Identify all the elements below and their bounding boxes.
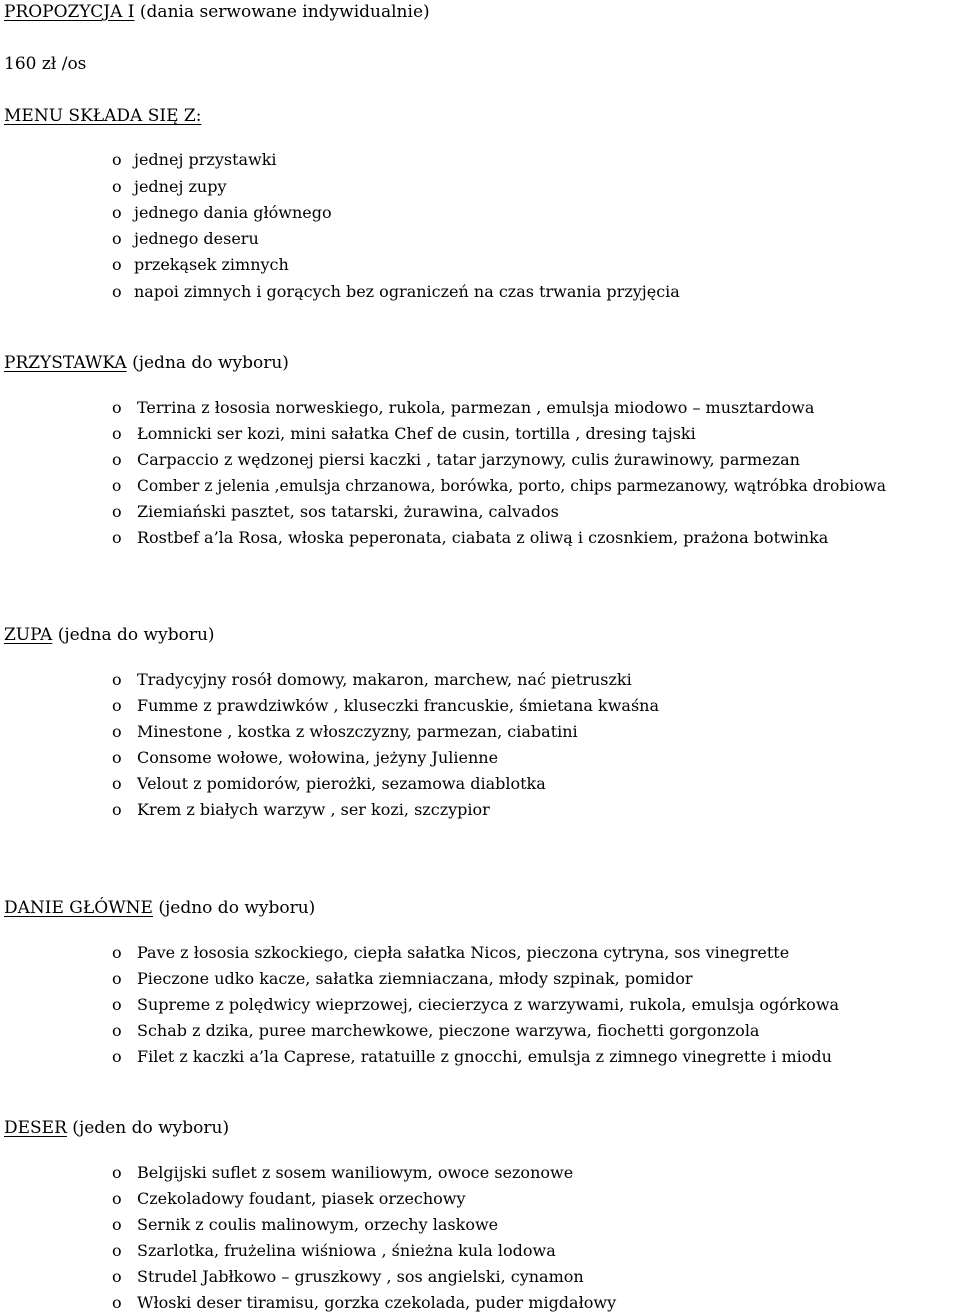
section-heading-danie-glowne: DANIE GŁÓWNE (jedno do wyboru) [4, 898, 316, 918]
bullet-icon: o [112, 1047, 122, 1066]
bullet-icon: o [112, 722, 122, 741]
bullet-icon: o [112, 696, 122, 715]
bullet-icon: o [112, 450, 122, 469]
bullet-icon: o [112, 1267, 122, 1286]
bullet-icon: o [112, 1293, 122, 1312]
bullet-icon: o [112, 528, 122, 547]
bullet-icon: o [112, 1163, 122, 1182]
section-heading-zupa: ZUPA (jedna do wyboru) [4, 625, 215, 645]
bullet-icon: o [112, 943, 122, 962]
bullet-icon: o [112, 1215, 122, 1234]
bullet-icon: o [112, 229, 122, 248]
bullet-icon: o [112, 670, 122, 689]
bullet-icon: o [112, 398, 122, 417]
bullet-icon: o [112, 282, 122, 301]
price-line: 160 zł /os [4, 54, 87, 74]
bullet-icon: o [112, 150, 122, 169]
bullet-icon: o [112, 255, 122, 274]
bullet-icon: o [112, 424, 122, 443]
bullet-icon: o [112, 774, 122, 793]
bullet-icon: o [112, 1241, 122, 1260]
menu-intro-heading: MENU SKŁADA SIĘ Z: [4, 106, 202, 126]
bullet-icon: o [112, 995, 122, 1014]
page-title-main: PROPOZYCJA I [4, 2, 135, 22]
bullet-icon: o [112, 1021, 122, 1040]
page-title [4, 2, 430, 22]
section-heading-przystawka: PRZYSTAWKA (jedna do wyboru) [4, 353, 289, 373]
bullet-icon: o [112, 969, 122, 988]
bullet-icon: o [112, 177, 122, 196]
bullet-icon: o [112, 1189, 122, 1208]
bullet-icon: o [112, 748, 122, 767]
bullet-icon: o [112, 502, 122, 521]
bullet-icon: o [112, 800, 122, 819]
bullet-icon: o [112, 203, 122, 222]
page-title-note: (dania serwowane indywidualnie) [134, 2, 430, 22]
bullet-icon: o [112, 477, 122, 495]
section-heading-deser: DESER (jeden do wyboru) [4, 1118, 230, 1138]
